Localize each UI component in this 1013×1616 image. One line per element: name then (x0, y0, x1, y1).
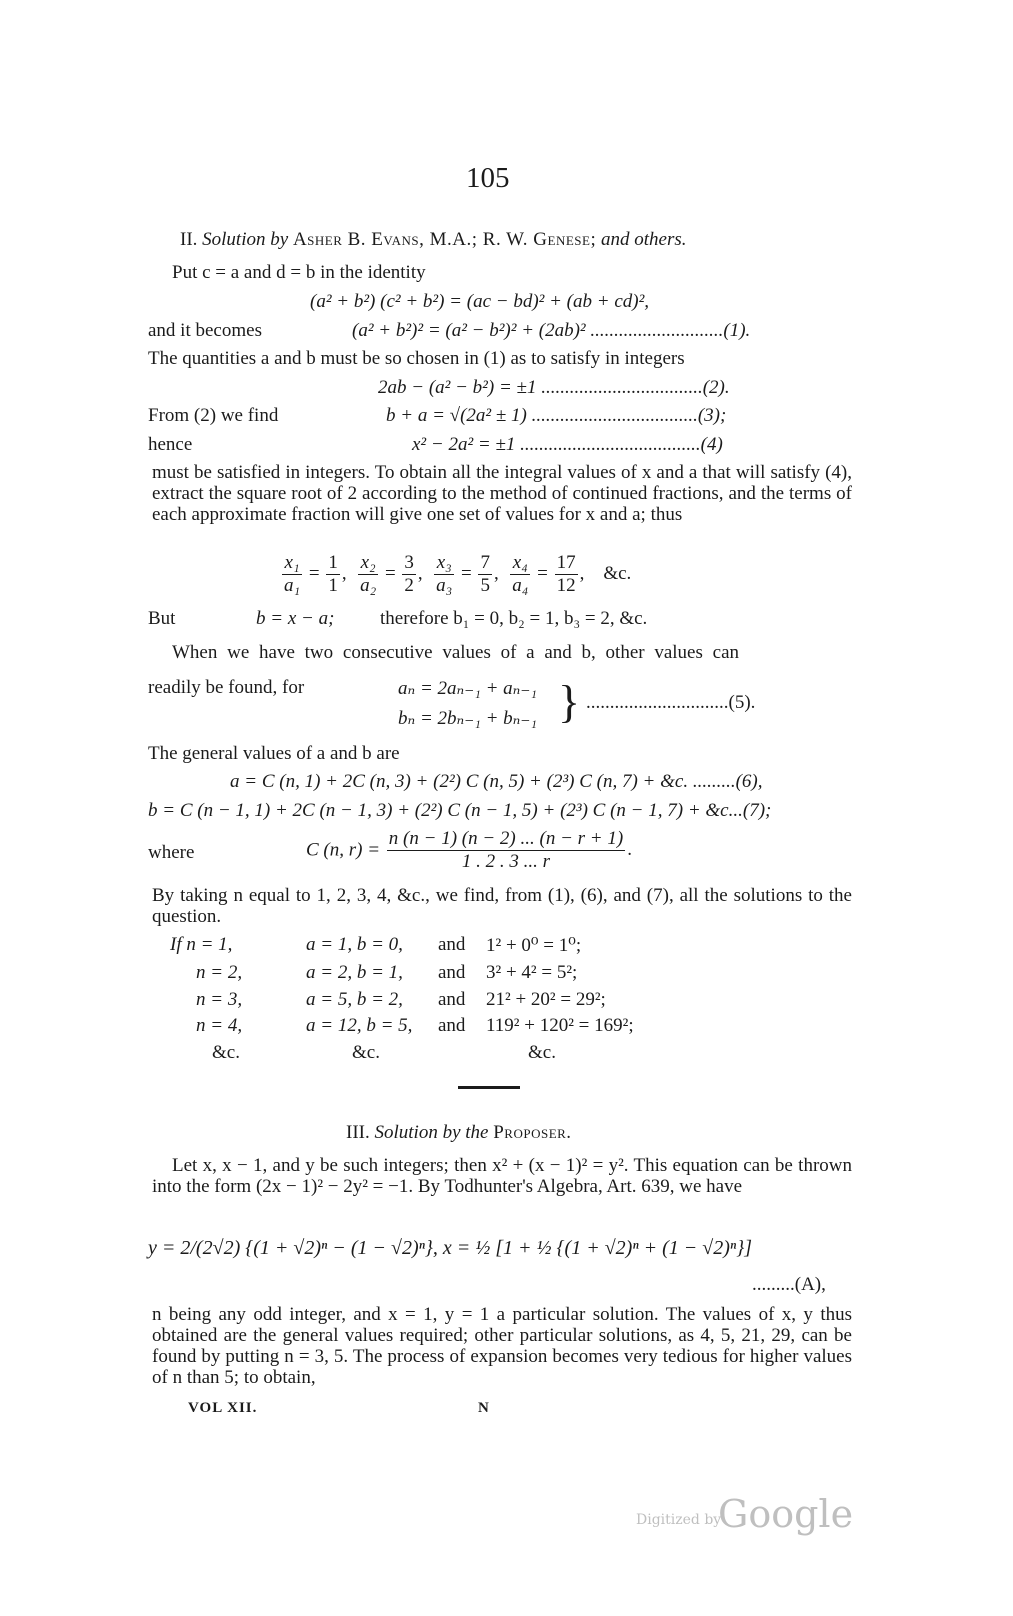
where-label: where (148, 842, 195, 863)
heading3-solution-by: Solution by the (374, 1122, 489, 1143)
becomes-label: and it becomes (148, 320, 262, 341)
recurrence-dots: ..............................(5). (586, 692, 756, 713)
equation-y-x: y = 2/(2√2) {(1 + √2)ⁿ − (1 − √2)ⁿ}, x = ½ [1 + ½ {(1 + √2)ⁿ + (1 − √2)ⁿ}] (148, 1237, 753, 1259)
frac-den: 12 (556, 575, 576, 596)
frac-num: 17 (556, 552, 576, 573)
fraction-val-1 (326, 552, 340, 597)
cnr-lhs: C (n, r) = (306, 839, 381, 861)
paragraph-proposer: Let x, x − 1, and y be such integers; then x² + (x − 1)² = y². This equation can be thrown into the form (2x − 1)² − 2y² = −1. By Todhunter's Algebra, Art. 639, we have (152, 1155, 852, 1197)
volume-label: VOL XII. (188, 1400, 258, 1416)
frac-den: a₄ (512, 575, 529, 596)
signature-mark: N (478, 1400, 489, 1416)
table-row-ab: a = 12, b = 5, (306, 1015, 413, 1036)
approximate-fractions: $\frac{\text{x₁}}{\text{a₁}}$ = $\frac{1}{1}$ , $\frac{\text{x₂}}{\text{a₂}}$ = $\frac{3}{2}$ , $\frac{\text{x₃}}{\text{a₃}}$ = $\frac{7}{5}$ , $\frac{\text{x₄}}{\text{a₄}}$ = $\frac{17}{12}$ , &c. (284, 552, 632, 596)
frac-num: x₂ (358, 552, 378, 575)
paragraph-continued-fractions: must be satisfied in integers. To obtain all the integral values of x and a that will satisfy (4), extract the square root of 2 according to the method of continued fractions, and the terms of each approximate fraction will give one set of values for x and a; thus (152, 462, 852, 525)
heading3-author: Proposer. (493, 1122, 572, 1143)
readily-line: readily be found, for (148, 677, 305, 698)
heading-solution-by: Solution by (202, 229, 289, 250)
section-heading-3 (346, 1122, 572, 1144)
recurrence-brace: } (558, 676, 581, 727)
frac-den: 5 (480, 575, 490, 596)
frac-num: x₁ (282, 552, 302, 575)
heading-others: and others. (601, 229, 687, 250)
equation-2: 2ab − (a² − b²) = ±1 ..................................(2). (378, 377, 730, 398)
quantities-line: The quantities a and b must be so chosen in (1) as to satisfy in integers (148, 348, 685, 369)
heading-roman: II. (180, 229, 198, 250)
table-row-eq: 3² + 4² = 5²; (486, 962, 578, 983)
label-A: .........(A), (752, 1274, 826, 1295)
cnr-denominator: 1 . 2 . 3 ... r (461, 851, 551, 872)
section-heading-2 (180, 229, 687, 251)
equation-3: b + a = √(2a² ± 1) ...................................(3); (386, 405, 727, 426)
table-row-and: and (438, 934, 466, 955)
page-number: 105 (466, 162, 510, 194)
table-row: If n = 1, (170, 934, 233, 955)
cnr-definition: C (n, r) = $\frac{n (n - 1) (n - 2) ... (n - r + 1)}{1 . 2 . 3 ... r}$ . (306, 828, 632, 872)
digitized-by-label: Digitized by (636, 1512, 722, 1528)
frac-num: 1 (328, 552, 338, 573)
frac-num: 3 (404, 552, 414, 573)
recurrence-b: bₙ = 2bₙ₋₁ + bₙ₋₁ (398, 708, 538, 729)
table-row-eq: 119² + 120² = 169²; (486, 1015, 634, 1036)
identity-equation: (a² + b²) (c² + b²) = (ac − bd)² + (ab + cd)², (310, 291, 650, 312)
table-row-ab: a = 2, b = 1, (306, 962, 403, 983)
frac-den: a₃ (436, 575, 453, 596)
heading-authors: Asher B. Evans, M.A.; R. W. Genese; (292, 229, 597, 250)
frac-num: x₃ (434, 552, 454, 575)
table-row-ab: &c. (352, 1042, 380, 1063)
table-row: n = 4, (196, 1015, 243, 1036)
google-logo: Google (718, 1492, 854, 1536)
recurrence-a: aₙ = 2aₙ₋₁ + aₙ₋₁ (398, 678, 538, 699)
fraction-val-4 (555, 552, 578, 597)
hence-label: hence (148, 434, 193, 455)
equation-6: a = C (n, 1) + 2C (n, 3) + (2²) C (n, 5) + (2³) C (n, 7) + &c. .........(6), (230, 771, 763, 792)
frac-num: 7 (480, 552, 490, 573)
equation-4: x² − 2a² = ±1 ......................................(4) (412, 434, 723, 455)
but-label: But (148, 608, 176, 629)
table-row: n = 3, (196, 989, 243, 1010)
fraction-x3 (434, 552, 454, 597)
cnr-numerator: n (n − 1) (n − 2) ... (n − r + 1) (388, 828, 624, 849)
fraction-val-2 (402, 552, 416, 597)
table-row-and: and (438, 989, 466, 1010)
fractions-etc: &c. (603, 562, 632, 584)
table-row: n = 2, (196, 962, 243, 983)
paragraph-n-odd: n being any odd integer, and x = 1, y = 1 a particular solution. The values of x, y thus obtained are the general values required; other particular solutions, as 4, 5, 21, 29, can be found by putting n = 3, 5. The process of expansion becomes very tedious for higher values of n than 5; to obtain, (152, 1304, 852, 1388)
fraction-val-3 (478, 552, 492, 597)
fraction-x2 (358, 552, 378, 597)
therefore-line: therefore b₁ = 0, b₂ = 1, b₃ = 2, &c. (380, 608, 648, 629)
table-row: &c. (212, 1042, 240, 1063)
frac-num: x₄ (510, 552, 530, 575)
frac-den: a₂ (360, 575, 377, 596)
but-equation: b = x − a; (256, 608, 335, 629)
from2-label: From (2) we find (148, 405, 279, 426)
section-divider (458, 1086, 520, 1089)
frac-den: a₁ (284, 575, 301, 596)
frac-den: 2 (404, 575, 414, 596)
when-line: When we have two consecutive values of a and b, other values can (172, 642, 739, 663)
table-row-and: and (438, 1015, 466, 1036)
frac-den: 1 (328, 575, 338, 596)
table-row-ab: a = 5, b = 2, (306, 989, 403, 1010)
table-row-eq: 21² + 20² = 29²; (486, 989, 606, 1010)
fraction-x4 (510, 552, 530, 597)
equation-7: b = C (n − 1, 1) + 2C (n − 1, 3) + (2²) C (n − 1, 5) + (2³) C (n − 1, 7) + &c...(7); (148, 800, 772, 821)
line-put: Put c = a and d = b in the identity (172, 262, 426, 283)
fraction-x1 (282, 552, 302, 597)
equation-1: (a² + b²)² = (a² − b²)² + (2ab)² ............................(1). (352, 320, 751, 341)
heading3-roman: III. (346, 1122, 370, 1143)
table-row-eq: 1² + 0⁰ = 1⁰; (486, 935, 582, 956)
general-line: The general values of a and b are (148, 743, 400, 764)
table-row-eq: &c. (528, 1042, 556, 1063)
table-row-ab: a = 1, b = 0, (306, 934, 403, 955)
paragraph-taking-n: By taking n equal to 1, 2, 3, 4, &c., we find, from (1), (6), and (7), all the solutions to the question. (152, 885, 852, 927)
table-row-and: and (438, 962, 466, 983)
cnr-fraction (387, 828, 625, 873)
